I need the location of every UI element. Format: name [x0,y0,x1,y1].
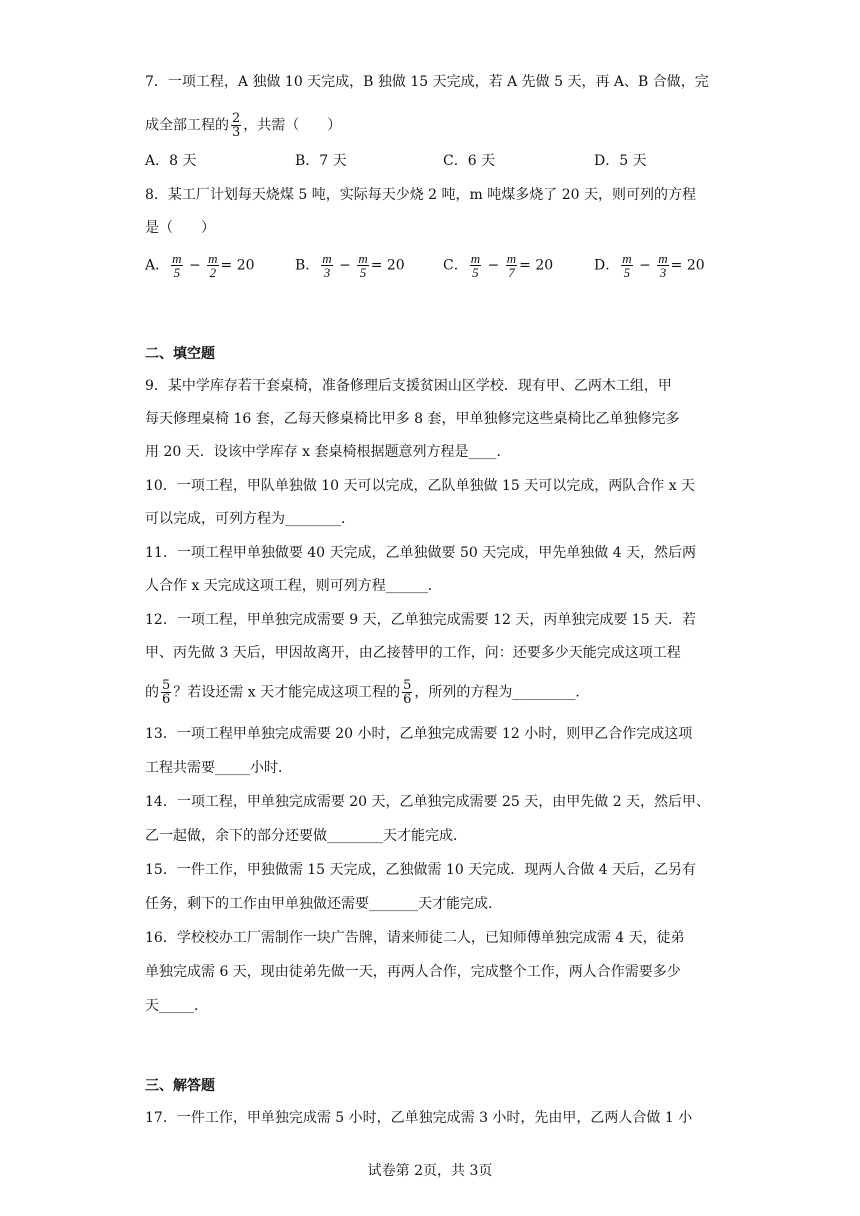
q8-a-frac1 [171,252,182,279]
q8-b-d2: 5 [359,265,367,280]
q8-b-n2: m [358,251,368,266]
q8-d-frac1 [621,252,632,279]
q9-line3: 用 20 天．设该中学库存 x 套桌椅根据题意列方程是____． [145,444,511,460]
q8-d-rhs: = 20 [670,257,705,274]
q11-line2: 人合作 x 天完成这项工程，则可列方程______． [145,578,442,594]
q8-a-n2: m [208,251,218,266]
q12-line1: 12．一项工程，甲单独完成需要 9 天，乙单独完成需要 12 天，丙单独完成要 15 天．若 [145,612,697,628]
q7-line2-post: ，共需（ ） [243,117,342,134]
q8-line2: 是（ ） [145,220,215,236]
q8-c-n2: m [506,251,517,266]
q8-d-d1: 5 [623,265,631,280]
q8-option-a: A． $\frac{m}{5}$ − $\frac{m}{2}$ = 20 [145,251,255,280]
q8-option-c-label: C． [443,257,468,274]
q8-a-frac2 [207,252,218,279]
q16-line1: 16．学校校办工厂需制作一块广告牌，请来师徒二人，已知师傅单独完成需 4 天，徒弟 [145,930,685,946]
q8-d-n1: m [622,251,632,266]
q13-line1: 13．一项工程甲单独完成需要 20 小时，乙单独完成需要 12 小时，则甲乙合作完成这项 [145,726,693,742]
q8-option-b-label: B． [295,257,320,274]
q12-line2: 甲、丙先做 3 天后，甲因故离开，由乙接替甲的工作，问：还要多少天能完成这项工程 [145,645,681,661]
q8-option-c: C． $\frac{m}{5}$ − $\frac{m}{7}$ = 20 [443,251,554,280]
q7-fraction [231,112,241,139]
q8-c-rhs: = 20 [519,257,554,274]
q8-a-d2: 2 [209,265,217,280]
q7-option-b: B．7 天 [295,153,347,169]
q17-line1: 17．一件工作，甲单独完成需 5 小时，乙单独完成需 3 小时，先由甲，乙两人合做 1 小 [145,1110,693,1126]
q8-option-a-label: A． [145,257,170,274]
q7-option-c: C．6 天 [443,153,496,169]
q7-line2-pre: 成全部工程的 [145,117,229,134]
q8-d-d2: 3 [659,265,667,280]
q8-c-n1: m [470,251,481,266]
q13-line2: 工程共需要_____小时． [145,760,292,776]
q7-line2 [145,112,341,139]
q12-line3 [145,679,589,706]
q12-frac2-den: 6 [403,692,412,707]
q10-line1: 10．一项工程，甲队单独做 10 天可以完成，乙队单独做 15 天可以完成，两队合作 x 天 [145,478,696,494]
q11-line1: 11．一项工程甲单独做要 40 天完成，乙单独做要 50 天完成，甲先单独做 4 天，然后两 [145,545,697,561]
q8-d-n2: m [658,251,668,266]
page-footer: 试卷第 2页，共 3页 [367,1163,493,1179]
q9-line1: 9．某中学库存若干套桌椅，准备修理后支援贫困山区学校．现有甲、乙两木工组，甲 [145,378,672,394]
q14-line1: 14．一项工程，甲单独完成需要 20 天，乙单独完成需要 25 天，由甲先做 2 天，然后甲、 [145,794,711,810]
q7-option-d: D．5 天 [594,153,647,169]
q8-a-rhs: = 20 [220,257,255,274]
q14-line2: 乙一起做，余下的部分还要做________天才能完成． [145,828,467,844]
q8-b-frac1 [321,252,332,279]
q12-frac2-num: 5 [403,678,412,693]
section-answer-heading: 三、解答题 [145,1078,215,1094]
q8-b-d1: 3 [323,265,331,280]
q7-option-a: A．8 天 [145,153,197,169]
q12-frac1-den: 6 [162,692,171,707]
q8-b-n1: m [322,251,332,266]
q8-option-d: D． $\frac{m}{5}$ − $\frac{m}{3}$ = 20 [594,251,705,280]
section-fill-blank-heading: 二、填空题 [145,346,215,362]
q12-fraction-1 [161,679,171,706]
q12-line3-b: ？若设还需 x 天才能完成这项工程的 [173,684,401,701]
q12-line3-a: 的 [145,684,159,701]
q12-line3-c: ，所列的方程为_________． [414,684,590,701]
q7-frac-den: 3 [232,125,241,140]
q16-line3: 天_____． [145,998,208,1014]
q15-line2: 任务，剩下的工作由甲单独做还需要_______天才能完成. [145,896,493,912]
q8-option-b: B． $\frac{m}{3}$ − $\frac{m}{5}$ = 20 [295,251,405,280]
q8-d-frac2 [657,252,668,279]
q8-c-frac1 [470,252,481,279]
q8-a-d1: 5 [173,265,181,280]
q9-line2: 每天修理桌椅 16 套，乙每天修桌椅比甲多 8 套，甲单独修完这些桌椅比乙单独修完多 [145,411,680,427]
q8-a-n1: m [172,251,182,266]
q10-line2: 可以完成，可列方程为________． [145,511,355,527]
q7-frac-num: 2 [232,111,241,126]
q7-line1: 7．一项工程，A 独做 10 天完成，B 独做 15 天完成，若 A 先做 5 天，再 A、B 合做，完 [145,74,709,90]
q12-fraction-2 [402,679,412,706]
q8-c-frac2 [506,252,517,279]
q8-option-d-label: D． [594,257,620,274]
q8-c-d1: 5 [472,265,479,280]
q8-c-d2: 7 [508,265,515,280]
q16-line2: 单独完成需 6 天，现由徒弟先做一天，再两人合作，完成整个工作，两人合作需要多少 [145,964,681,980]
q8-line1: 8．某工厂计划每天烧煤 5 吨，实际每天少烧 2 吨，m 吨煤多烧了 20 天，则可列的方程 [145,187,696,203]
q8-b-frac2 [357,252,368,279]
q12-frac1-num: 5 [162,678,171,693]
q15-line1: 15．一件工作，甲独做需 15 天完成，乙独做需 10 天完成．现两人合做 4 天后，乙另有 [145,862,697,878]
q8-b-rhs: = 20 [370,257,405,274]
